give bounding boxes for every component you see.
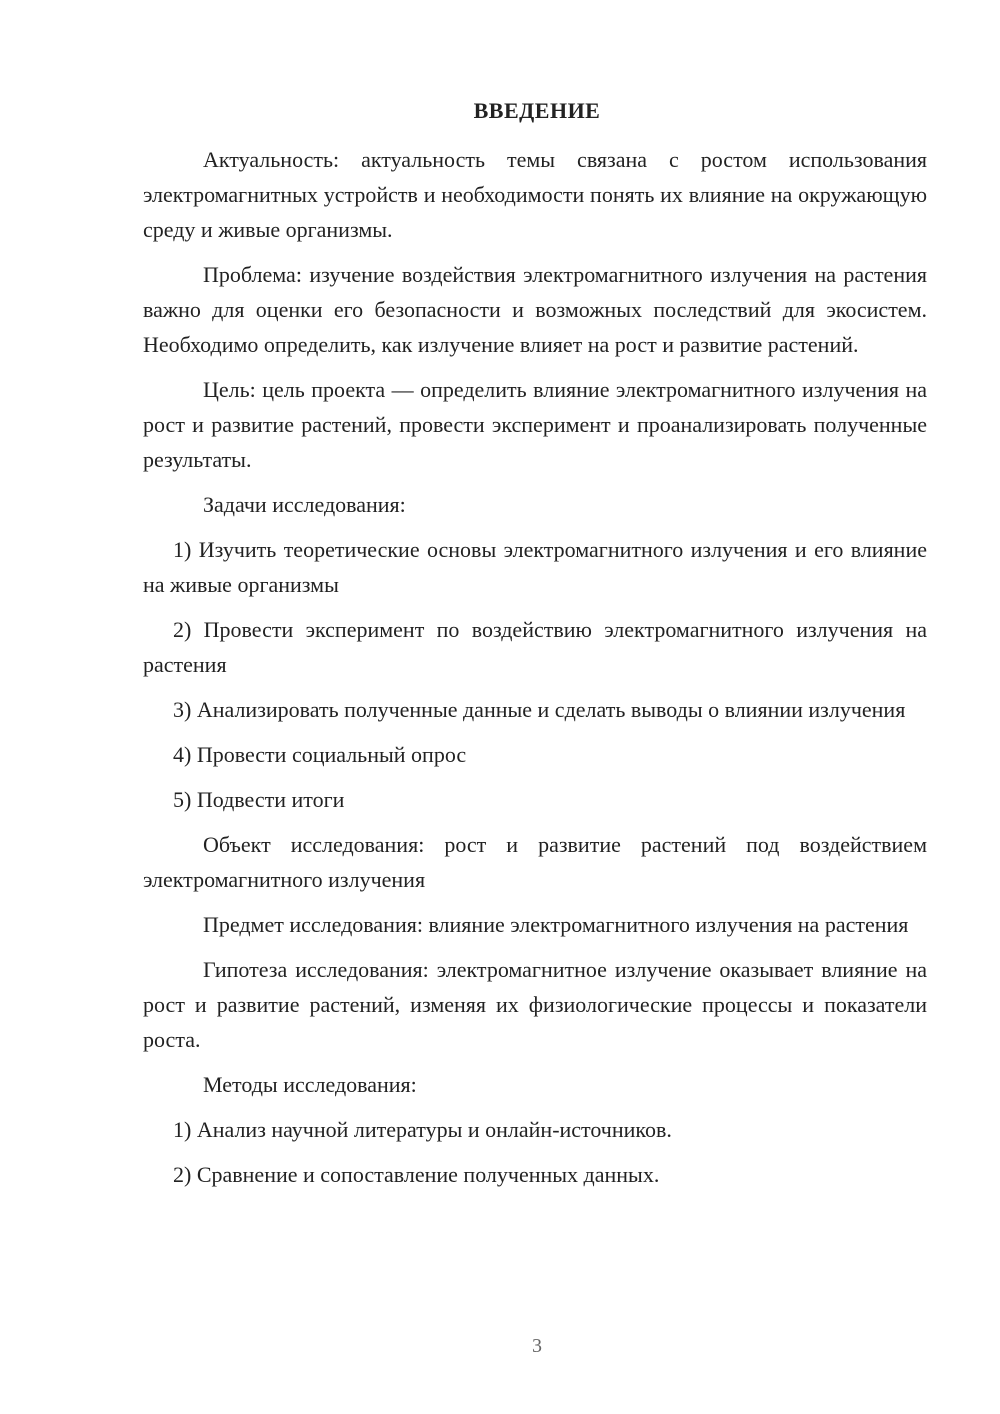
task-item-4: 4) Провести социальный опрос — [173, 742, 467, 767]
task-item-5: 5) Подвести итоги — [173, 787, 345, 812]
object-paragraph: Объект исследования: рост и развитие растений под воздействием электромагнитного излучения — [143, 832, 927, 892]
method-item-2: 2) Сравнение и сопоставление полученных данных. — [173, 1162, 660, 1187]
method-item-1: 1) Анализ научной литературы и онлайн-источников. — [173, 1117, 672, 1142]
document-body — [143, 142, 927, 1202]
page-title: ВВЕДЕНИЕ — [473, 98, 601, 123]
relevance-paragraph: Актуальность: актуальность темы связана с ростом использования электромагнитных устройств и необходимости понять их влияние на окружающую среду и живые организмы. — [143, 147, 927, 242]
page-number: 3 — [532, 1335, 542, 1357]
hypothesis-paragraph: Гипотеза исследования: электромагнитное излучение оказывает влияние на рост и развитие растений, изменяя их физиологические процессы и показатели роста. — [143, 957, 927, 1052]
goal-paragraph: Цель: цель проекта — определить влияние электромагнитного излучения на рост и развитие растений, провести эксперимент и проанализировать полученные результаты. — [143, 377, 927, 472]
task-item-3: 3) Анализировать полученные данные и сделать выводы о влиянии излучения — [173, 697, 906, 722]
task-item-2: 2) Провести эксперимент по воздействию электромагнитного излучения на растения — [143, 617, 927, 677]
methods-heading: Методы исследования: — [203, 1072, 417, 1097]
task-item-1: 1) Изучить теоретические основы электромагнитного излучения и его влияние на живые организмы — [143, 537, 927, 597]
tasks-heading: Задачи исследования: — [203, 492, 406, 517]
subject-paragraph: Предмет исследования: влияние электромагнитного излучения на растения — [203, 912, 909, 937]
problem-paragraph: Проблема: изучение воздействия электромагнитного излучения на растения важно для оценки его безопасности и возможных последствий для экосистем. Необходимо определить, как излучение влияет на рост и развитие растений. — [143, 262, 927, 357]
